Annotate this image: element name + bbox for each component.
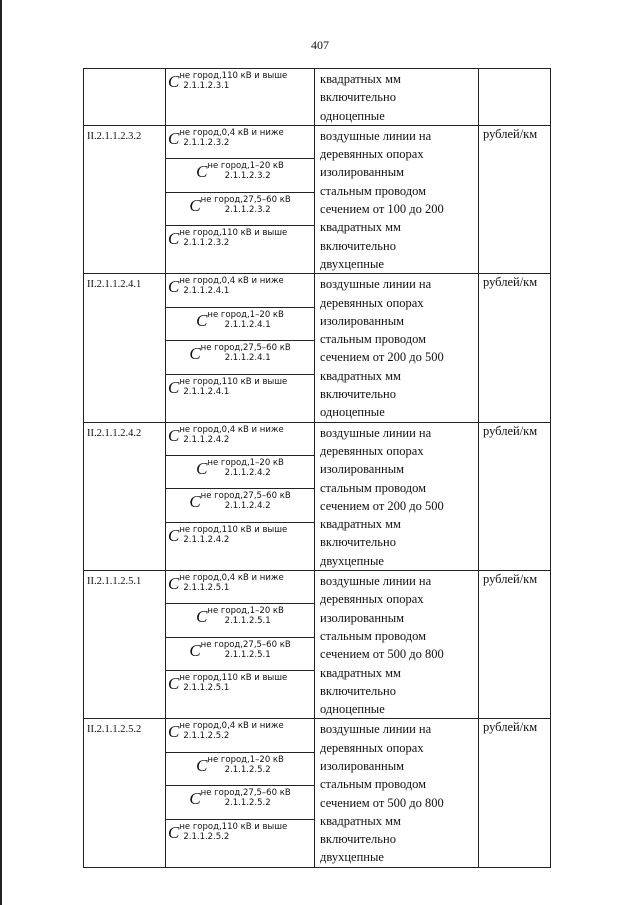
rate-symbol: C: [196, 459, 208, 479]
formula-subscript: 2.1.1.2.3.1: [183, 81, 230, 91]
description-line: деревянных опорах: [320, 740, 424, 755]
description-line: квадратных мм: [320, 813, 401, 828]
unit-cell: [479, 422, 551, 570]
rate-symbol: C: [196, 607, 208, 627]
formula-superscript: не город,110 кВ и выше: [179, 71, 288, 81]
formula-subscript: 2.1.1.2.3.2: [224, 204, 271, 215]
formula-superscript: не город,0,4 кВ и ниже: [179, 721, 284, 732]
formula-subscript: 2.1.1.2.5.1: [224, 616, 271, 627]
unit-cell: [479, 719, 551, 867]
description-line: одноцепные: [320, 702, 385, 717]
description-line: изолированным: [320, 313, 405, 328]
description-line: воздушные линии на: [320, 425, 432, 440]
rate-formula: [166, 226, 314, 271]
unit-cell: [479, 571, 551, 719]
rate-formula: [166, 604, 314, 635]
rate-formula: [166, 126, 314, 157]
formula-cell: [166, 752, 315, 785]
rate-formula: [166, 786, 314, 817]
item-code: II.2.1.1.2.5.2: [87, 724, 142, 736]
description-line: изолированным: [320, 610, 405, 625]
unit-label: рублей/км: [483, 572, 538, 587]
item-code: II.2.1.1.2.5.1: [87, 576, 142, 588]
formula-cell: [166, 571, 315, 604]
rate-symbol: C: [189, 640, 201, 660]
formula-subscript: 2.1.1.2.3.2: [224, 171, 271, 182]
rate-symbol: C: [168, 425, 180, 445]
description-cell: [315, 274, 479, 422]
formula-superscript: не город,110 кВ и выше: [179, 821, 288, 832]
description-line: сечением от 500 до 800: [320, 647, 444, 662]
formula-superscript: не город,0,4 кВ и ниже: [179, 424, 284, 435]
unit-label: рублей/км: [483, 126, 538, 141]
item-code: II.2.1.1.2.3.2: [87, 130, 142, 142]
table-row: [84, 719, 551, 752]
rate-formula: [166, 375, 314, 420]
code-cell: [84, 69, 166, 126]
description-line: стальным проводом: [320, 777, 427, 792]
description-line: квадратных мм: [320, 220, 401, 235]
unit-label: рублей/км: [483, 720, 538, 735]
formula-subscript: 2.1.1.2.4.1: [224, 353, 271, 364]
rate-symbol: C: [189, 344, 201, 364]
formula-cell: [166, 637, 315, 670]
table-row: [84, 571, 551, 604]
description-line: сечением от 200 до 500: [320, 498, 444, 513]
description-line: сечением от 100 до 200: [320, 202, 444, 217]
rate-symbol: C: [168, 574, 180, 594]
rate-formula: [166, 671, 314, 716]
rate-symbol: C: [168, 277, 180, 297]
description-text: [315, 69, 478, 125]
rate-formula: [166, 638, 314, 669]
rate-symbol: C: [189, 195, 201, 215]
tariff-table: [83, 68, 551, 868]
item-code: II.2.1.1.2.4.1: [87, 279, 142, 291]
description-text: [315, 274, 478, 421]
rate-formula: [166, 719, 314, 750]
rate-formula: [166, 308, 314, 339]
formula-subscript: 2.1.1.2.4.2: [183, 534, 230, 545]
code-cell: [84, 571, 166, 719]
formula-superscript: не город,110 кВ и выше: [179, 228, 288, 239]
table-row: [84, 125, 551, 158]
formula-superscript: не город,27,5–60 кВ: [200, 639, 291, 650]
description-line: включительно: [320, 683, 396, 698]
formula-subscript: 2.1.1.2.5.1: [183, 583, 230, 594]
formula-superscript: не город,0,4 кВ и ниже: [179, 127, 284, 138]
description-line: воздушные линии на: [320, 277, 432, 292]
formula-superscript: не город,1–20 кВ: [207, 309, 284, 320]
description-line: квадратных мм: [320, 72, 401, 86]
description-line: сечением от 200 до 500: [320, 350, 444, 365]
rate-formula: [166, 571, 314, 602]
formula-subscript: 2.1.1.2.3.2: [183, 238, 230, 249]
description-line: стальным проводом: [320, 480, 427, 495]
description-line: деревянных опорах: [320, 295, 424, 310]
rate-symbol: C: [168, 525, 180, 545]
rate-formula: [166, 159, 314, 190]
rate-formula: [166, 820, 314, 865]
rate-formula: [166, 753, 314, 784]
formula-cell: [166, 374, 315, 422]
formula-superscript: не город,1–20 кВ: [207, 606, 284, 617]
formula-subscript: 2.1.1.2.4.2: [224, 501, 271, 512]
formula-superscript: не город,1–20 кВ: [207, 754, 284, 765]
formula-cell: [166, 307, 315, 340]
description-text: [315, 423, 478, 570]
description-cell: [315, 125, 479, 273]
description-line: включительно: [320, 238, 396, 253]
formula-cell: [166, 819, 315, 867]
formula-superscript: не город,27,5–60 кВ: [200, 491, 291, 502]
code-cell: [84, 422, 166, 570]
scan-edge-line: [0, 0, 2, 905]
continuation-row: [84, 69, 551, 126]
rate-symbol: C: [168, 229, 180, 249]
rate-symbol: C: [196, 310, 208, 330]
formula-cell: [166, 125, 315, 158]
description-line: двухцепные: [320, 850, 384, 865]
formula-subscript: 2.1.1.2.4.1: [183, 286, 230, 297]
formula-cell: [166, 274, 315, 307]
description-line: воздушные линии на: [320, 574, 432, 589]
formula-subscript: 2.1.1.2.5.2: [224, 764, 271, 775]
description-line: изолированным: [320, 758, 405, 773]
rate-formula: [166, 274, 314, 305]
formula-subscript: 2.1.1.2.4.1: [183, 386, 230, 397]
formula-superscript: не город,0,4 кВ и ниже: [179, 573, 284, 584]
rate-symbol: C: [196, 755, 208, 775]
rate-formula: [166, 69, 314, 121]
description-cell: [315, 571, 479, 719]
formula-cell: [166, 456, 315, 489]
description-line: включительно: [320, 535, 396, 550]
description-line: одноцепные: [320, 405, 385, 420]
rate-symbol: C: [168, 674, 180, 694]
description-line: изолированным: [320, 462, 405, 477]
description-line: включительно: [320, 90, 396, 105]
formula-cell: [166, 786, 315, 819]
description-cell: [315, 69, 479, 126]
formula-superscript: не город,27,5–60 кВ: [200, 194, 291, 205]
formula-subscript: 2.1.1.2.5.1: [183, 683, 230, 694]
description-text: [315, 719, 478, 866]
description-line: включительно: [320, 832, 396, 847]
formula-superscript: не город,110 кВ и выше: [179, 376, 288, 387]
formula-cell: [166, 69, 315, 126]
description-line: сечением от 500 до 800: [320, 795, 444, 810]
formula-cell: [166, 671, 315, 719]
formula-cell: [166, 422, 315, 455]
rate-formula: [166, 523, 314, 568]
rate-symbol: C: [168, 377, 180, 397]
formula-cell: [166, 522, 315, 570]
unit-label: рублей/км: [483, 275, 538, 290]
description-cell: [315, 422, 479, 570]
formula-cell: [166, 226, 315, 274]
formula-superscript: не город,27,5–60 кВ: [200, 343, 291, 354]
formula-superscript: не город,27,5–60 кВ: [200, 788, 291, 799]
unit-cell: [479, 274, 551, 422]
formula-cell: [166, 719, 315, 752]
table-row: [84, 274, 551, 307]
code-cell: [84, 719, 166, 867]
formula-subscript: 2.1.1.2.4.2: [183, 434, 230, 445]
formula-superscript: не город,110 кВ и выше: [179, 524, 288, 535]
formula-cell: [166, 192, 315, 225]
description-line: воздушные линии на: [320, 722, 432, 737]
formula-superscript: не город,110 кВ и выше: [179, 673, 288, 684]
description-line: двухцепные: [320, 256, 384, 271]
rate-formula: [166, 456, 314, 487]
description-line: деревянных опорах: [320, 147, 424, 162]
description-text: [315, 571, 478, 718]
description-line: стальным проводом: [320, 332, 427, 347]
rate-formula: [166, 341, 314, 372]
rate-symbol: C: [189, 789, 201, 809]
formula-superscript: не город,0,4 кВ и ниже: [179, 276, 284, 287]
description-line: одноцепные: [320, 108, 385, 123]
unit-label: рублей/км: [483, 423, 538, 438]
table-row: [84, 422, 551, 455]
description-line: стальным проводом: [320, 628, 427, 643]
formula-cell: [166, 604, 315, 637]
rate-formula: [166, 423, 314, 454]
rate-formula: [166, 193, 314, 224]
rate-symbol: C: [189, 492, 201, 512]
description-line: квадратных мм: [320, 368, 401, 383]
rate-formula: [166, 489, 314, 520]
page-number: 407: [311, 38, 329, 52]
formula-subscript: 2.1.1.2.3.2: [183, 137, 230, 148]
description-cell: [315, 719, 479, 867]
formula-superscript: не город,1–20 кВ: [207, 458, 284, 469]
formula-subscript: 2.1.1.2.4.2: [224, 468, 271, 479]
code-cell: [84, 125, 166, 273]
description-line: воздушные линии на: [320, 128, 432, 143]
description-line: деревянных опорах: [320, 443, 424, 458]
formula-subscript: 2.1.1.2.5.2: [224, 798, 271, 809]
rate-symbol: C: [168, 72, 180, 91]
description-line: стальным проводом: [320, 183, 427, 198]
rate-symbol: C: [168, 822, 180, 842]
description-line: деревянных опорах: [320, 592, 424, 607]
formula-cell: [166, 341, 315, 374]
rate-symbol: C: [168, 128, 180, 148]
formula-subscript: 2.1.1.2.5.2: [183, 731, 230, 742]
formula-subscript: 2.1.1.2.5.1: [224, 649, 271, 660]
unit-cell: [479, 125, 551, 273]
rate-symbol: C: [196, 162, 208, 182]
rate-symbol: C: [168, 722, 180, 742]
description-line: квадратных мм: [320, 517, 401, 532]
formula-cell: [166, 489, 315, 522]
formula-cell: [166, 159, 315, 192]
unit-cell: [479, 69, 551, 126]
formula-subscript: 2.1.1.2.5.2: [183, 831, 230, 842]
formula-superscript: не город,1–20 кВ: [207, 161, 284, 172]
description-text: [315, 126, 478, 273]
description-line: квадратных мм: [320, 665, 401, 680]
formula-subscript: 2.1.1.2.4.1: [224, 319, 271, 330]
description-line: двухцепные: [320, 553, 384, 568]
description-line: включительно: [320, 387, 396, 402]
description-line: изолированным: [320, 165, 405, 180]
code-cell: [84, 274, 166, 422]
item-code: II.2.1.1.2.4.2: [87, 427, 142, 439]
